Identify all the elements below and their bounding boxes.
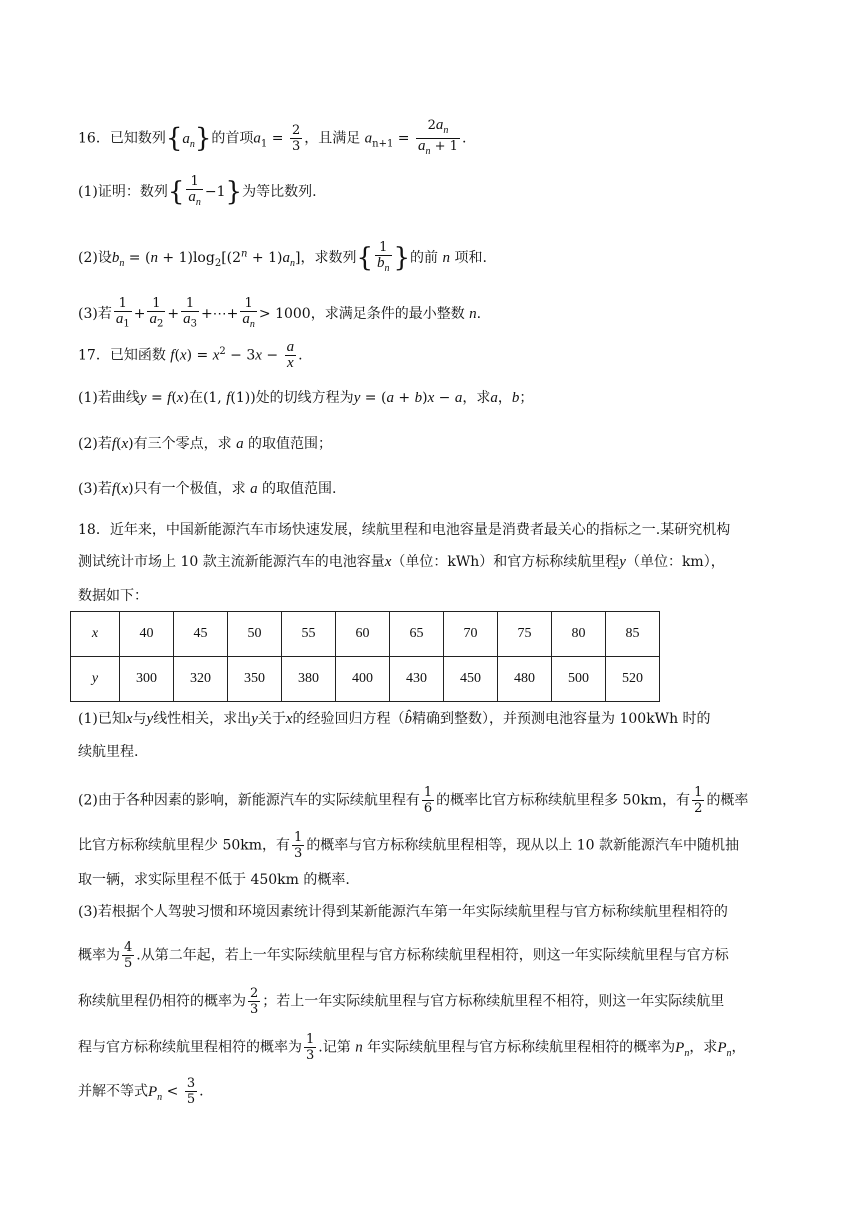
q18-p3-line5: 并解不等式$P_n$ < $\frac{3}{5}$ . <box>78 1076 204 1107</box>
q18-p1-line1: (1)已知x与y线性相关，求出y关于x的经验回归方程（b̂精确到整数），并预测电池容量为 100kWh 时的 <box>78 711 711 727</box>
q16-text: 为等比数列. <box>242 184 317 200</box>
data-table <box>70 611 660 702</box>
q18-text: (2)由于各种因素的影响，新能源汽车的实际续航里程有 <box>78 792 420 809</box>
table-cell-x: 50 <box>228 612 282 657</box>
q18-text: （单位：km）， <box>625 554 725 570</box>
table-cell-y: 400 <box>336 657 390 702</box>
q16-text: ，求数列 <box>300 250 357 266</box>
q18-text: 并解不等式 <box>78 1083 148 1100</box>
table-header-y: y <box>71 657 120 702</box>
table-row-x <box>71 612 660 657</box>
table-header-x: x <box>71 612 120 657</box>
q16-part2: (2)设$b_n = (n + 1)\log_2[(2^n + 1)a_n]$，求数列{ $\frac{1}{b_n}$ }的前 n 项和. <box>78 240 487 274</box>
q17-intro: 17．已知函数 $f(x) = x^2 - 3x$ − $\frac{a}{x}$ . <box>78 339 303 371</box>
n-var: n <box>469 306 477 322</box>
table-cell-x: 75 <box>498 612 552 657</box>
q16-text: 的前 <box>410 250 439 266</box>
q18-line1: 18．近年来，中国新能源汽车市场快速发展，续航里程和电池容量是消费者最关心的指标之一.某研究机构 <box>78 522 731 538</box>
n-var: n <box>355 1039 363 1056</box>
table-cell-y: 480 <box>498 657 552 702</box>
table-cell-y: 300 <box>120 657 174 702</box>
q18-text: 的概率 <box>706 792 749 809</box>
q18-text: 比官方标称续航里程少 50km，有 <box>78 837 291 854</box>
q18-p2-line2: 比官方标称续航里程少 50km，有 $\frac{1}{3}$ 的概率与官方标称续航里程相等，现从以上 10 款新能源汽车中随机抽 <box>78 830 740 861</box>
q18-p3-line2: 概率为 $\frac{4}{5}$ .从第二年起，若上一年实际续航里程与官方标称续航里程相符，则这一年实际续航里程与官方标 <box>78 940 729 971</box>
q17-text: 的取值范围. <box>262 481 337 497</box>
q17-text: 在 <box>188 390 203 406</box>
q16-part1: (1)证明：数列{ $\frac{1}{a_n}$ −1}为等比数列. <box>78 174 317 208</box>
q18-p1-line2: 续航里程. <box>78 744 139 760</box>
q18-p3-line3: 称续航里程仍相符的概率为 $\frac{2}{3}$ ；若上一年实际续航里程与官方标称续航里程不相符，则这一年实际续航里 <box>78 986 725 1017</box>
q16-text: ，且满足 <box>304 130 361 147</box>
q16-intro: 16．已知数列$\{a_n\}$的首项$a_1$ = $\frac{2}{3}$ ，且满足 $a_{n+1}$ = $\frac{2a_n}{a_n + 1}$ . <box>78 117 467 157</box>
q17-text: ； <box>519 390 534 406</box>
q18-p2-line3: 取一辆，求实际里程不低于 450km 的概率. <box>78 872 350 888</box>
q18-text: (1)已知 <box>78 711 126 727</box>
q18-text: .记第 <box>318 1039 351 1056</box>
q18-text: 的概率与官方标称续航里程相等，现从以上 10 款新能源汽车中随机抽 <box>306 837 740 854</box>
q16-text: (3)若 <box>78 306 112 322</box>
q17-text: 只有一个极值，求 <box>133 481 246 497</box>
table-row-y <box>71 657 660 702</box>
q17-text: ， <box>497 390 512 406</box>
table-cell-y: 350 <box>228 657 282 702</box>
q17-part3: (3)若f(x)只有一个极值，求 a 的取值范围. <box>78 481 337 497</box>
q18-p3-line4: 程与官方标称续航里程相符的概率为 $\frac{1}{3}$ .记第 n 年实际续航里程与官方标称续航里程相符的概率为$P_n$，求$P_n$， <box>78 1032 746 1063</box>
q16-text: (2)设 <box>78 250 112 266</box>
table-cell-x: 40 <box>120 612 174 657</box>
q17-text: 17．已知函数 <box>78 347 166 364</box>
q16-text: 16．已知数列 <box>78 130 166 147</box>
q18-text: （单位：kWh）和官方标称续航里程 <box>391 554 620 570</box>
q18-text: 的概率比官方标称续航里程多 50km，有 <box>436 792 691 809</box>
q18-text: . <box>199 1083 204 1100</box>
q18-text: 测试统计市场上 10 款主流新能源汽车的电池容量 <box>78 554 385 570</box>
q17-text: (2)若 <box>78 436 112 452</box>
table-cell-x: 70 <box>444 612 498 657</box>
table-cell-y: 520 <box>606 657 660 702</box>
q17-text: (1)若曲线 <box>78 390 140 406</box>
table-cell-x: 55 <box>282 612 336 657</box>
q16-text: (1)证明：数列 <box>78 184 168 200</box>
table-cell-y: 500 <box>552 657 606 702</box>
table-cell-x: 85 <box>606 612 660 657</box>
table-cell-x: 60 <box>336 612 390 657</box>
q16-text: 的首项 <box>211 130 254 147</box>
q17-text: 有三个零点，求 <box>133 436 232 452</box>
q18-text: 概率为 <box>78 947 120 964</box>
q18-line2: 测试统计市场上 10 款主流新能源汽车的电池容量x（单位：kWh）和官方标称续航里程y（单位：km）， <box>78 554 725 570</box>
table-cell-y: 320 <box>174 657 228 702</box>
table-cell-x: 65 <box>390 612 444 657</box>
q18-text: 关于 <box>257 711 286 727</box>
q18-text: 的经验回归方程（ <box>292 711 405 727</box>
q18-p2-line1: (2)由于各种因素的影响，新能源汽车的实际续航里程有 $\frac{1}{6}$ 的概率比官方标称续航里程多 50km，有 $\frac{1}{2}$ 的概率 <box>78 785 749 816</box>
q18-text: .从第二年起，若上一年实际续航里程与官方标称续航里程相符，则这一年实际续航里程与官方标 <box>136 947 729 964</box>
table-cell-y: 380 <box>282 657 336 702</box>
table-cell-x: 45 <box>174 612 228 657</box>
q18-text: ；若上一年实际续航里程与官方标称续航里程不相符，则这一年实际续航里 <box>262 993 725 1010</box>
q18-text: 年实际续航里程与官方标称续航里程相符的概率为 <box>367 1039 676 1056</box>
q18-text: 称续航里程仍相符的概率为 <box>78 993 246 1010</box>
q18-text: 精确到整数），并预测电池容量为 100kWh 时的 <box>412 711 711 727</box>
q16-text: > 1000，求满足条件的最小整数 <box>258 306 465 322</box>
table-cell-x: 80 <box>552 612 606 657</box>
q18-text: 线性相关，求出 <box>153 711 252 727</box>
q17-text: 的取值范围； <box>248 436 333 452</box>
q18-text: 与 <box>132 711 147 727</box>
q17-text: (3)若 <box>78 481 112 497</box>
q18-p3-line1: (3)若根据个人驾驶习惯和环境因素统计得到某新能源汽车第一年实际续航里程与官方标称续航里程相符的 <box>78 904 728 920</box>
q18-text: 程与官方标称续航里程相符的概率为 <box>78 1039 302 1056</box>
q18-text: ， <box>731 1039 746 1056</box>
q16-part3: (3)若 $\frac{1}{a_1}$ + $\frac{1}{a_2}$ + $\frac{1}{a_3}$ +⋯+ $\frac{1}{a_n}$ > 1000，求满足条件的最小整数 n. <box>78 296 482 330</box>
n-var: n <box>442 250 450 266</box>
q16-text: 项和. <box>454 250 487 266</box>
table-cell-y: 430 <box>390 657 444 702</box>
table-cell-y: 450 <box>444 657 498 702</box>
q17-part1: (1)若曲线y = f(x)在(1, f(1))处的切线方程为y = (a + b)x − a，求a，b； <box>78 390 534 406</box>
q17-text: 处的切线方程为 <box>255 390 354 406</box>
q17-text: ，求 <box>462 390 491 406</box>
q18-line3: 数据如下： <box>78 588 148 604</box>
q18-text: ，求 <box>689 1039 718 1056</box>
q17-part2: (2)若f(x)有三个零点，求 a 的取值范围； <box>78 436 333 452</box>
